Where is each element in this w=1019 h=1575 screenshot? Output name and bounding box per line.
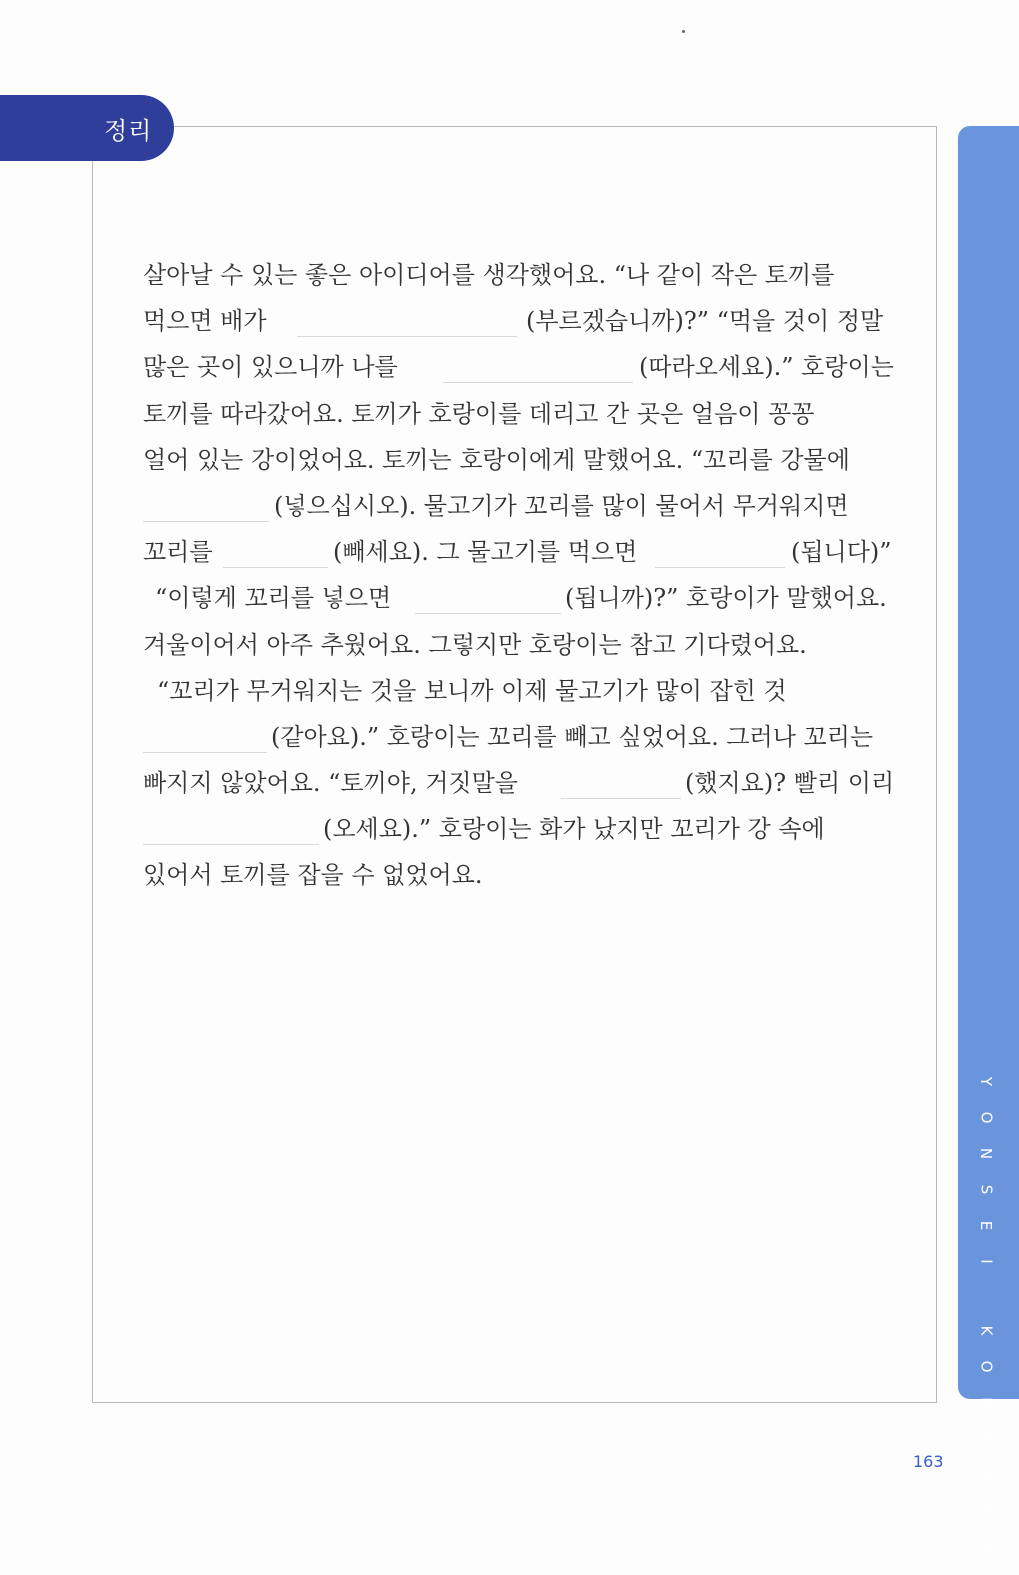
passage-line [143,483,900,529]
side-letter: Y [977,1076,996,1087]
side-letter: O [977,1111,996,1124]
passage-text: 꼬리를 [143,538,213,567]
frame-left-border [92,161,93,1402]
section-tab [0,95,174,161]
side-letter: E [977,1220,996,1231]
fill-in-blank[interactable] [143,722,267,753]
book-title-side-tab [958,126,1019,1552]
fill-in-blank[interactable] [297,306,517,337]
passage-text: (됩니다)” [791,538,892,567]
passage-line [143,806,900,852]
passage-text: (따라오세요).” 호랑이는 [639,353,894,382]
side-letter: I [977,1259,996,1264]
passage-line [143,852,900,898]
side-letter: 2 [977,1541,996,1552]
side-letter: A [977,1469,996,1480]
frame-right-border [936,126,937,1402]
side-letter: O [977,1360,996,1373]
side-letter: N [977,1147,996,1160]
passage-text: (했지요)? 빨리 이리 [685,769,895,798]
side-letter: S [977,1184,996,1195]
passage-line [143,344,900,390]
passage-line [143,437,900,483]
page-number: 163 [913,1452,944,1471]
passage-line [143,529,900,575]
passage-text: 얼어 있는 강이었어요. 토끼는 호랑이에게 말했어요. “꼬리를 강물에 [143,445,850,474]
passage-text: (부르겠습니까)?” “먹을 것이 정말 [526,307,884,336]
passage-text: (빼세요). 그 물고기를 먹으면 [333,538,638,567]
fill-in-blank[interactable] [143,814,319,845]
fill-in-blank[interactable] [143,491,269,522]
fill-in-blank[interactable] [655,537,785,568]
fill-in-blank[interactable] [561,768,681,799]
passage-text: “꼬리가 무거워지는 것을 보니까 이제 물고기가 많이 잡힌 것 [157,676,787,705]
passage-text: (오세요).” 호랑이는 화가 났지만 꼬리가 강 속에 [323,815,825,844]
passage-text: 많은 곳이 있으니까 나를 [143,353,398,382]
passage-text: 빠지지 않았어요. “토끼야, 거짓말을 [143,769,518,798]
passage-line [143,714,900,760]
passage [143,252,900,899]
passage-text: 있어서 토끼를 잡을 수 없었어요. [143,861,483,890]
passage-line [143,298,900,344]
passage-text: (됩니까)?” 호랑이가 말했어요. [565,584,887,613]
frame-bottom-border [92,1402,937,1403]
passage-line [143,575,900,621]
fill-in-blank[interactable] [415,583,561,614]
passage-line [143,760,900,806]
passage-text: 먹으면 배가 [143,307,267,336]
passage-line [143,622,900,668]
passage-line [143,252,900,298]
section-title: 정리 [104,117,153,145]
passage-line [143,668,900,714]
passage-text: 토끼를 따라갔어요. 토끼가 호랑이를 데리고 간 곳은 얼음이 꽁꽁 [143,399,815,428]
passage-text: “이렇게 꼬리를 넣으면 [155,584,392,613]
side-letter: E [977,1433,996,1444]
side-letter: R [977,1397,996,1408]
frame-top-border [174,126,937,127]
passage-text: 겨울이어서 아주 추웠어요. 그렇지만 호랑이는 참고 기다렸어요. [143,630,807,659]
side-letter: N [977,1504,996,1517]
passage-text: (넣으십시오). 물고기가 꼬리를 많이 물어서 무거워지면 [274,491,849,520]
scan-speck [682,30,685,33]
book-title-vertical [958,1074,1014,1575]
passage-text: 살아날 수 있는 좋은 아이디어를 생각했어요. “나 같이 작은 토끼를 [143,261,835,289]
passage-line [143,391,900,437]
fill-in-blank[interactable] [223,537,328,568]
passage-text: (같아요).” 호랑이는 꼬리를 빼고 싶었어요. 그러나 꼬리는 [271,722,874,751]
fill-in-blank[interactable] [443,352,633,383]
side-letter: K [977,1325,996,1336]
